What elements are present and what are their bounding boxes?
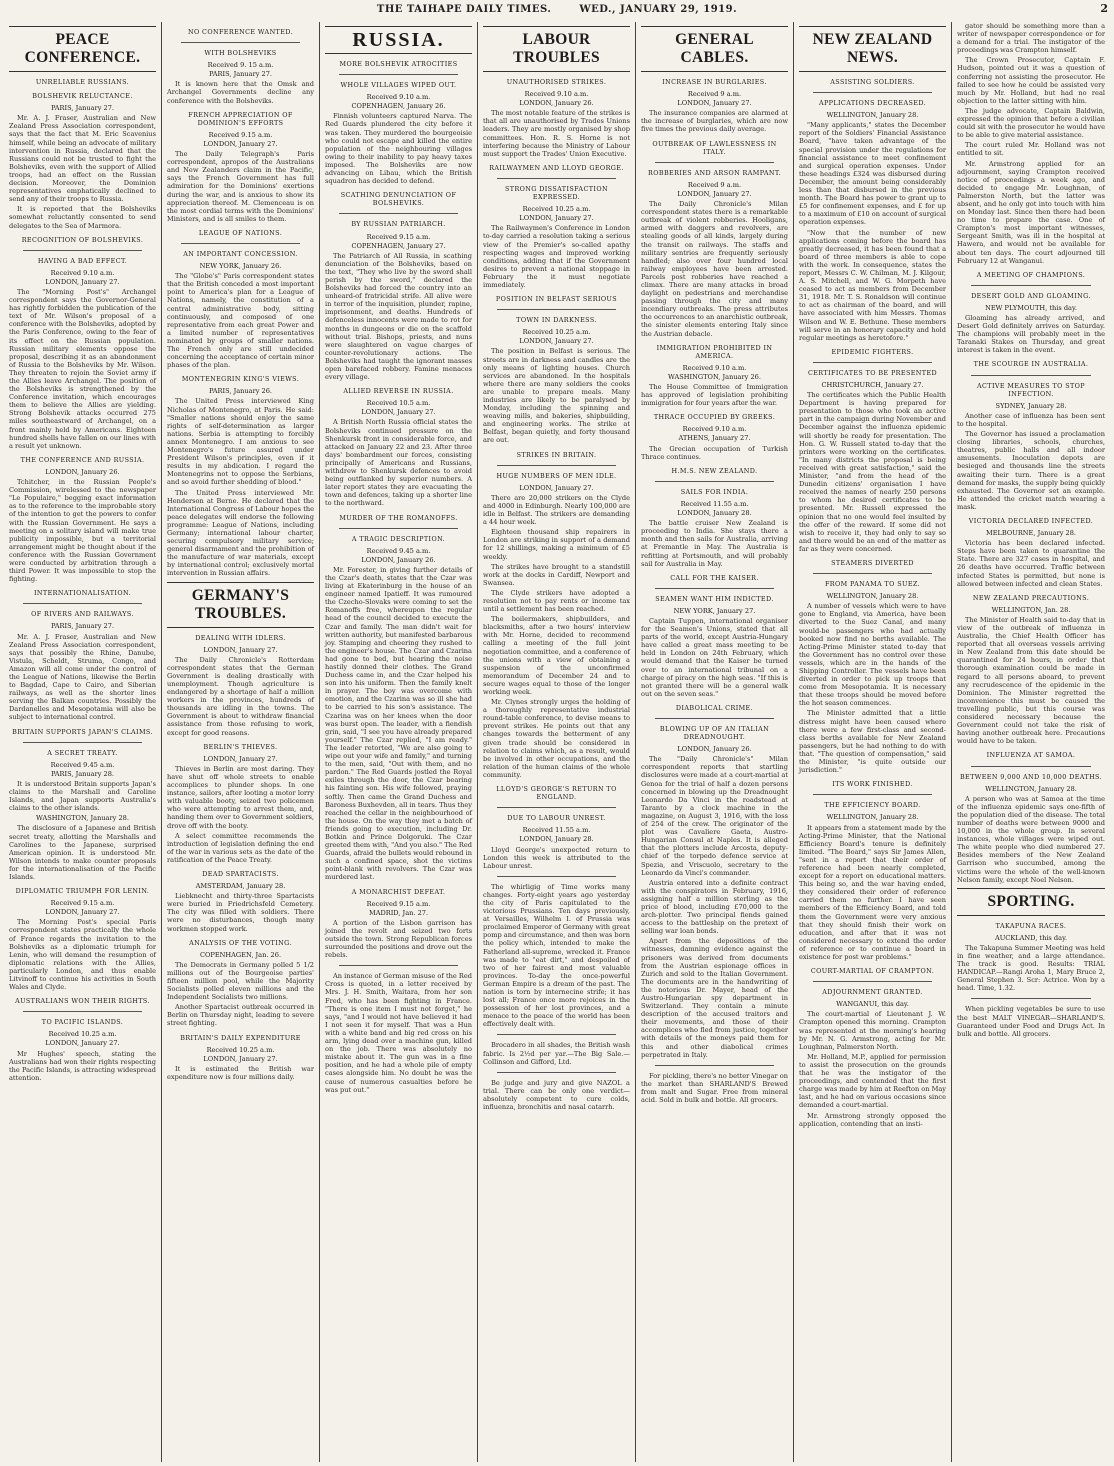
article-subhead: MORE BOLSHEVIK ATROCITIES	[339, 60, 458, 68]
dateline: CHRISTCHURCH, January 27.	[821, 381, 924, 389]
article-paragraph: The Grecian occupation of Turkish Thrace continues.	[641, 444, 788, 461]
article-paragraph: Finnish volunteers captured Narva. The Red Guards plundered the city before it was taken. They murdered the bourgeoisie who could not escape and killed the entire population of the neighbouring villages owing to their inability to pay heavy taxes imposed. The Bolsheviks are now advancing on Libau, which the British squadron has decided to defend.	[325, 112, 472, 186]
article-subhead: A MONARCHIST DEFEAT.	[351, 887, 446, 896]
dateline: NEW YORK, January 26.	[199, 262, 282, 271]
article-paragraph: A select committee recommends the introduction of legislation defining the end of the war in various sets as the date of the ratification of the Peace Treaty.	[167, 831, 314, 864]
column-rule	[497, 309, 616, 310]
received-time: Received 9 a.m.	[687, 90, 742, 99]
article-paragraph: It is estimated the British war expenditure now is four millions daily.	[167, 1064, 314, 1081]
article-paragraph: Another case of influenza has been sent to the hospital.	[957, 411, 1105, 428]
dateline: MELBOURNE, January 28.	[985, 529, 1077, 538]
article-subhead: STEAMERS DIVERTED	[831, 558, 914, 567]
dateline: WASHINGTON, January 28.	[36, 814, 129, 823]
column-rule	[813, 794, 932, 795]
dateline: LONDON, January 26.	[519, 99, 594, 108]
article-paragraph: The Morning Post's special Paris correspondent states practically the whole of France regards the invitation to the Bolsheviks as a diplomatic triumph for Lenin, who will demand the resumption of diplomatic relations with the Allies, particularly London, and thus enable Litvinoff to continue his activities in South Wales and Clyde.	[9, 918, 156, 992]
article-subhead: MONTENEGRIN KING'S VIEWS.	[181, 375, 300, 384]
dateline: WASHINGTON, January 26.	[668, 372, 761, 381]
article-heading: NEW ZEALAND NEWS.	[799, 26, 946, 72]
article-heading: RUSSIA.	[325, 26, 472, 54]
dateline: AMSTERDAM, January 28.	[195, 882, 286, 891]
article-paragraph: It is reported that the Bolsheviks somewhat reluctantly consented to send delegates to the Sea of Marmora.	[9, 205, 156, 230]
article-subhead: ACTIVE MEASURES TO STOP INFECTION.	[977, 381, 1085, 398]
article-subhead: NO CONFERENCE WANTED.	[187, 28, 294, 36]
article-subhead: THRACE OCCUPIED BY GREEKS.	[653, 413, 776, 422]
dateline: WELLINGTON, January 28.	[985, 784, 1077, 793]
article-paragraph: The position in Belfast is serious. The streets are in darkness and candles are the only means of lighting houses. Church services are abandoned. In the hospitals where there are many soldiers the cooks are unable to prepare meals. Many industries are likely to be paralysed by Monday, including the spinning and weaving mills, and bakeries, shipbuilding, and engineering works. The strike at Belfast, began quietly, and forty thousand are out.	[483, 347, 630, 445]
article-subhead: ITS WORK FINISHED.	[832, 780, 913, 789]
article-subhead: LEAGUE OF NATIONS.	[198, 228, 283, 237]
column-rule	[971, 375, 1091, 376]
dateline: LONDON, January 28.	[519, 835, 594, 844]
column-7	[952, 22, 1110, 1462]
article-subhead: A SECRET TREATY.	[47, 748, 118, 757]
received-time: Received 10.25 a.m.	[206, 1045, 275, 1054]
article-subhead: INCREASE IN BURGLARIES.	[662, 78, 767, 86]
article-subhead: DESERT GOLD AND GLOAMING.	[971, 291, 1091, 300]
dateline: NEW PLYMOUTH, this day.	[985, 303, 1077, 312]
received-time: Received 9.10 a.m.	[50, 268, 115, 277]
column-4	[478, 22, 636, 1462]
masthead	[0, 0, 1114, 18]
article-subhead: THE SCOURGE IN AUSTRALIA.	[973, 360, 1089, 369]
article-paragraph: There are 20,000 strikers on the Clyde and 4000 in Edinburgh. Nearly 100,000 are idle in Belfast. The strikers are demanding a 44 hour week.	[483, 493, 630, 527]
article-paragraph: The House Committee of Immigration has approved of legislation prohibiting immigration for four years after the war.	[641, 383, 788, 408]
article-heading: GERMANY'S TROUBLES.	[167, 582, 314, 628]
article-subhead: POSITION IN BELFAST SERIOUS	[495, 295, 618, 304]
article-paragraph: Another Spartacist outbreak occurred in Berlin on Thursday night, leading to severe street fighting.	[167, 1003, 314, 1028]
column-3	[320, 22, 478, 1462]
column-rule	[813, 573, 932, 574]
article-subhead: INTERNATIONALISATION.	[34, 589, 131, 598]
column-6	[794, 22, 952, 1462]
received-time: Received 9.15 a.m.	[208, 130, 273, 139]
received-time: Received 9.10 a.m.	[682, 425, 747, 434]
article-paragraph: The Daily Telegraph's Paris correspondent, apropos of the Australians and New Zealanders claim in the Pacific, says the French Government has full admiration for the Dominions' exertions during the war, and is anxious to show its appreciation thereof. M. Clemenceau is on the most cordial terms with the Dominions' Ministers, and is all smiles to them.	[167, 150, 314, 223]
article-subhead: HAVING A BAD EFFECT.	[37, 256, 128, 265]
article-subhead: BY RUSSIAN PATRIARCH.	[351, 220, 446, 229]
article-paragraph: A portion of the Lisbon garrison has joined the revolt and seized two forts outside the town. Strong Republican forces surrounded the positions and drove out the rebels.	[325, 918, 472, 960]
dateline: LONDON, January 27.	[519, 483, 594, 492]
dateline: LONDON, January 27.	[677, 189, 752, 198]
dateline: AUCKLAND, this day.	[994, 933, 1068, 942]
article-paragraph: Mr. Holland, M.P., applied for permission to assist the prosecution on the grounds that he was the instigator of the proceedings, and contended that the first charge was made by him at Reefton on May last, and he had on various occasions since demanded a court-martial.	[799, 1052, 947, 1110]
article-paragraph: It is known here that the Omsk and Archangel Governments decline any conference with the Bolsheviks.	[167, 80, 314, 105]
dateline: LONDON, January 27.	[519, 214, 594, 223]
article-subhead: THE CONFERENCE AND RUSSIA.	[20, 455, 145, 464]
article-subhead: DUE TO LABOUR UNREST.	[507, 814, 606, 823]
received-time: Received 9.45 a.m.	[50, 760, 115, 769]
received-time: Received 9.10 a.m.	[524, 90, 589, 99]
article-subhead: APPLICATIONS DECREASED.	[818, 99, 927, 108]
article-paragraph: It appears from a statement made by the Acting-Prime Minister, that the National Efficiency Board's tenure is definitely limited. "The Board," says Sir James Allen, "sent in a report that their order of reference had been nearly completed, except for a report on educational matters. This being so, and the war having ended, they considered their order of reference carried them no further. I have seen members of the Efficiency Board, and told them the Government were very anxious that they should finish their work on education, and after that it was not considered necessary to extend the order of reference or to continue a board in existence for post war problems."	[799, 823, 946, 961]
received-time: Received 11.55 a.m.	[522, 826, 591, 835]
column-rule	[655, 718, 774, 719]
article-paragraph: Eighteen thousand ship repairers in London are striking in support of a demand for 12 shillings, making a minimum of £5 weekly.	[483, 528, 630, 561]
column-rule	[23, 603, 142, 604]
article-subhead: TAKAPUNA RACES.	[995, 921, 1067, 930]
article-heading: LABOUR TROUBLES	[483, 26, 630, 72]
article-paragraph: A person who was at Samoa at the time of the influenza epidemic says one-fifth of the population died of the disease. The total number of deaths were between 9000 and 10,000 in the whole group. In several instances, whole villages were wiped out. The white people who died numbered 27. Besides members of the New Zealand Garrison who succumbed, among the victims were the whole of the well-known Nelson family, except Noel Nelson.	[957, 794, 1105, 884]
column-rule	[339, 528, 458, 529]
dateline: WELLINGTON, January 28.	[826, 111, 919, 120]
dateline: WELLINGTON, January 28.	[826, 813, 919, 822]
dateline: LONDON, January 27.	[45, 908, 120, 917]
dateline: PARIS, January 27.	[50, 104, 115, 113]
dateline: LONDON, January 27.	[361, 408, 436, 417]
dateline: LONDON, January 27.	[203, 1054, 278, 1063]
article-paragraph: Gloaming has already arrived, and Desert Gold definitely arrives on Saturday. The champions will probably meet in the Taranaki Stakes on Thursday, and great interest is taken in the event.	[957, 314, 1105, 355]
article-paragraph: The Crown Prosecutor, Captain F. Hudson, pointed out it was a question of conferring not assisting the prosecutor. He failed to see how he could be assisted very much by Mr. Holland, but had no real objection to the latter sitting with him.	[957, 56, 1105, 105]
article-subhead: EPIDEMIC FIGHTERS.	[831, 347, 914, 356]
article-paragraph: The boilermakers, shipbuilders, and blacksmiths, after a two hours' interview with Mr. Horne, decided to recommend calling a meeting of the full joint negotiation committee, and a conference of the unions with a view of obtaining a suspension of the unconfirmed memorandum of December 24 and to secure wages equal to those of the longer working week.	[483, 615, 630, 696]
dateline: LONDON, January 28.	[677, 509, 752, 518]
article-paragraph: The disclosure of a Japanese and British secret treaty, allotting the Marshalls and Carolines to the Japanese, surprised American opinion. It is understood Mr. Wilson intends to make counter proposals for the internationalisation of the Pacific Islands.	[9, 824, 156, 881]
column-1	[4, 22, 162, 1462]
column-rule	[497, 1072, 616, 1073]
dateline: LONDON, January 27.	[677, 99, 752, 108]
column-rule	[971, 766, 1091, 767]
article-subhead: DEAD SPARTACISTS.	[202, 869, 279, 878]
column-rule	[971, 998, 1091, 999]
article-subhead: RAILWAYMEN AND LLOYD GEORGE.	[489, 163, 624, 172]
column-2	[162, 22, 320, 1462]
article-paragraph: It is understood Britain supports Japan's claims to the Marshall and Caroline Islands, and Japan supports Australia's claims to the other islands.	[9, 779, 156, 813]
page-number: 2	[1100, 2, 1108, 15]
columns	[4, 22, 1110, 1462]
column-rule	[813, 362, 932, 363]
dateline: PARIS, January 27.	[50, 622, 115, 631]
dateline: WELLINGTON, Jan. 28.	[991, 605, 1071, 614]
article-paragraph: Victoria has been declared infected. Steps have been taken to quarantine the State. There are 327 cases in hospital, and 26 deaths have occurred. Traffic between infected States is permitted, but none is allowed between infected and clean States.	[957, 539, 1105, 588]
received-time: Received 9.15 a.m.	[366, 232, 431, 241]
article-subhead: COURT-MARTIAL OF CRAMPTON.	[810, 967, 935, 976]
article-subhead: SAILS FOR INDIA.	[680, 487, 749, 496]
article-paragraph: The most notable feature of the strikes is that all are unauthorised by Trades Unions leaders. They are mostly organised by shop committees. Hon. R. S. Horne is not interfering because the Ministry of Labour must support the Trades' Union Executive.	[483, 109, 630, 158]
article-paragraph: "Many applicants," states the December report of the Soldiers' Financial Assistance Board, "have taken advantage of the special provision under the regulations for financial assistance to meet confinement and surgical operation expenses. Under these headings £324 was disbursed during December, the amount being considerably less than that disbursed in the previous month. The Board has power to grant up to £5 for confinement expenses, and £ for up to a maximum of £10 on account of surgical operation expenses.	[799, 121, 946, 227]
column-rule	[23, 1011, 142, 1012]
article-subhead: VICTORIA DECLARED INFECTED.	[968, 516, 1094, 525]
article-paragraph: The Patriarch of All Russia, in scathing denunciation of the Bolsheviks, based on the text, "They who live by the sword shall perish by the sword," declared the Bolsheviks had forced the country into an unheard-of fratricidal strife. All alive were in terror of the inquisition, plunder, rapine, imprisonment, and deaths. Hundreds of defenceless innocents were made to rot for months in dungeons or die on the scaffold without trial. Bishops, priests, and nuns were slaughtered on vague charges of counter-revolutionary actions. The Bolsheviks had taught the ignorant masses open barefaced robbery. Famine menaces every village.	[325, 251, 472, 382]
column-rule	[655, 481, 774, 482]
dateline: MADRID, Jan. 27.	[368, 908, 429, 917]
article-paragraph: Lloyd George's unexpected return to London this week is attributed to the Labour unrest.	[483, 845, 630, 870]
article-paragraph: Captain Tuppen, international organiser for the Seamen's Unions, stated that all parts of the world, except Austria-Hungary have called a great mass meeting to be held in London on 24th February, which would demand that the Kaiser be turned over to an international tribunal on a charge of piracy on the high seas. "If this is not granted there will be a general walk out on the seven seas."	[641, 616, 788, 698]
article-heading: GENERAL CABLES.	[641, 26, 788, 72]
dateline: LONDON, January 27.	[203, 754, 278, 763]
article-subhead: A MEETING OF CHAMPIONS.	[976, 270, 1086, 279]
received-time: Received 9.15 a.m.	[366, 899, 431, 908]
dateline: COPENHAGEN, January 26.	[351, 102, 446, 111]
article-paragraph: The Minister of Health said to-day that in view of the outbreak of influenza in Australia, the Chief Health Officer has reported that all overseas vessels arriving in New Zealand from this date should be quarantined for 24 hours, in order that thorough examination could be made in regard to all persons aboard, to prevent any recrudescence of the epidemic in the Dominion. The Minister regretted the inconvenience this must be caused the travelling public, but this course was considered necessary because the Government could not take the risk of having another outbreak here. Precautions would have to be taken.	[957, 615, 1105, 746]
article-paragraph: The Railwaymen's Conference in London to-day carried a resolution taking a serious view of the Premier's so-called apathy respecting wages and improved working conditions, adding that if the Government desires to prevent a national stoppage in February the it must negotiate immediately.	[483, 224, 630, 289]
dateline: LONDON, January 26.	[677, 745, 752, 754]
column-rule	[655, 588, 774, 589]
column-rule	[655, 162, 774, 163]
article-subhead: DEALING WITH IDLERS.	[195, 633, 286, 642]
column-rule	[497, 1034, 616, 1035]
column-rule	[339, 74, 458, 75]
article-subhead: CERTIFICATES TO BE PRESENTED	[807, 368, 938, 377]
dateline: COPENHAGEN, Jan. 26.	[199, 950, 282, 959]
column-rule	[23, 742, 142, 743]
article-subhead: DIABOLICAL CRIME.	[675, 703, 754, 712]
article-paragraph: The battle cruiser New Zealand is proceeding to India. She stays there a month and then sails for Australia, arriving at Fremantle in May. The Australia is refitting at Portsmouth, and will probably sail for Australia in May.	[641, 519, 788, 568]
column-rule	[497, 807, 616, 808]
dateline: LONDON, January 27.	[203, 645, 278, 654]
dateline: PARIS, January 27.	[208, 70, 273, 79]
article-paragraph: The strikes have brought to a standstill work at the docks in Cardiff, Newport and Swansea.	[483, 562, 630, 587]
article-paragraph: The "Daily Chronicle's" Milan correspondent reports that startling disclosures were made at a court-martial at Genoa for the trial of half a dozen persons concerned in blowing up the Dreadnought Leonardo Da Vinci in the roadstead at Taranto by a clock machine in the magazine, on August 3, 1916, with the loss of 254 of the crew. The originator of the plot was Cavaliere Gaeta, Austro-Hungarian Consul at Naples. It is alleged that the plotters include Arcosta, deputy-chief of the torpedo defence service at Spezia, and Vriscuolo, secretary to the Leonardo da Vinci's commander.	[641, 755, 788, 877]
received-time: Received 9.15 a.m.	[50, 899, 115, 908]
dateline: PARIS, January 28.	[50, 769, 115, 778]
article-paragraph: The "Morning Post's" Archangel correspondent says the Governor-General has rightly forbidden the publication of the text of Mr. Wilson's proposal of a conference with the Bolsheviks, adopted by the Paris Conference, owing to the fear of its effect on the Russian population. Russian military elements oppose the proposal, describing it as an abandonment of Russia to the Bolsheviks by Mr. Wilson. They threaten to rejoin the Soviet army if the Allies leave Archangel. The position of the Bolsheviks is strengthened by the Conference invitation, which encourages them to believe the Allies are yielding. Strong Bolshevik attacks occurred 275 miles southeastward of Archangel, on a front mainly held by Americans. Eighteen hundred shells have fallen on our lines with a result yet unknown.	[9, 287, 156, 450]
article-paragraph: Tchitcher, in the Russian People's Commission, wirelessed to the newspaper "Le Populaire," begging exact information as to the reference to the improbable story of the intention to get the powers to confer with the Russian Government. He says a meeting on a solitary island will make true publicity impossible, but a territorial arrangement might be thought about if the conference with the Russian Government were conducted by arbitration through a third Power. It was impossible to stop the fighting.	[9, 478, 156, 584]
article-paragraph: The Clyde strikers have adopted a resolution not to pay rents or income tax until a settlement has been reached.	[483, 588, 630, 614]
article-paragraph: The Daily Chronicle's Milan correspondent states there is a remarkable outbreak of violent robberies. Hooligans, armed with daggers and revolvers, are stealing goods of all kinds, largely during the transit on railways. The staffs and military sentries are frequently seriously handled; also over four hundred local railway employees have been arrested. Parcels post robberies have reached a climax. There are many attacks in broad daylight on pedestrians and merchandise passing through the city and many incendiary outbreaks. The press attributes the occurrences to an anarchistic outbreak, the sinister elements entering Italy since the Austrian debacle.	[641, 200, 788, 338]
dateline: WELLINGTON, January 28.	[826, 592, 919, 601]
article-subhead: RECOGNITION OF BOLSHEVIKS.	[21, 235, 144, 244]
article-heading: PEACE CONFERENCE.	[9, 26, 156, 72]
article-paragraph: Mr. Forester, in giving further details of the Czar's death, states that the Czar was living at Ekaterinburg in the house of an engineer named Ipatieff. It was rumoured the Czecho-Slovaks were coming to set the Romanoffs free, whereupon the regular head of the council decided to execute the Czar and family. The man didn't wait for written authority, but manifested barbarous joy. Stamping and cheering they rushed to the engineer's house. The Czar and Czarina had gone to bed, but hearing the noise hastily donned their clothes. The Grand Duchess came in, and the Czar helped his son into his uniform. Then the family knelt in prayer. The boy was overcome with emotion, and the Czarina was so ill she had to be carried to his son's assistance. The Czarina was on her knees when the door was burst open. The leader, with a fiendish grin, said, "I see you have already prepared yourself." The Czar replied, "I am ready." The leader retorted, "We are also going to wipe out your wife and family," and turning to the men, said, "Out with them, and no pardon." The Red Guards jostled the Royal exiles through the door, the Czar bearing his fainting son. His wife followed, praying softly. Then came the Grand Duchess and Baroness Buxhevden, all in tears. Thus they reached the cellar in the neighbourhood of the house. On the way they met a batch of friends going to execution, including Dr. Botkin and Prince Dolgoruki. The Czar greeted them with, "And you also." The Red Guards, afraid the bullets would rebound in such a confined space, shot the victims point-blank with revolvers. The Czar was murdered last.	[325, 565, 472, 882]
article-subhead: BRITAIN'S DAILY EXPENDITURE	[180, 1033, 301, 1042]
received-time: Received 11.55 a.m.	[680, 499, 749, 508]
article-paragraph: A number of vessels which were to have gone to England, via America, have been diverted to the Suez Canal, and many would-be passengers who had actually booked now find no berths available. The Acting-Prime Minister stated to-day that the Government has no control over these vessels, which are in the hands of the Shipping Controller. The vessels have been diverted in order to pick up troops that come from Mesopotamia. It is necessary that these troops should be moved before the hot season commences.	[799, 602, 946, 708]
article-subhead: OF RIVERS AND RAILWAYS.	[31, 610, 134, 619]
article-subhead: TO PACIFIC ISLANDS.	[41, 1018, 124, 1027]
article-subhead: BOLSHEVIK RELUCTANCE.	[32, 92, 133, 101]
article-subhead: WITH BOLSHEVIKS	[204, 49, 277, 58]
dateline: LONDON, January 27.	[203, 139, 278, 148]
dateline: LONDON, January 26.	[361, 555, 436, 564]
article-subhead: ADJOURNMENT GRANTED.	[822, 988, 923, 997]
article-subhead: ALLIED REVERSE IN RUSSIA.	[343, 387, 454, 396]
article-subhead: STRIKES IN BRITAIN.	[516, 450, 597, 459]
article-paragraph: The "Globe's" Paris correspondent states that the British conceded a most important point to America's plan for a League of Nations, namely, the constitution of a central administrative body, sitting continuously, and composed of one representative from each great Power and a limited number of representatives nominated by groups of smaller nations. The French only are still undecided concerning the acceptance of certain minor phases of the plan.	[167, 272, 314, 370]
article-subhead: TOWN IN DARKNESS.	[516, 316, 597, 325]
article-paragraph: The United Press interviewed Mr. Henderson at Berne. He declared that the International Congress of Labour hopes the peace delegates will endorse the following programme: League of Nations, including Germany; international labour charter, securing compulsory military service; general disarmament and the prohibition of the manufacture of war materials, except by international control; exclusively mortal intervention in Russian affairs.	[167, 488, 314, 578]
article-paragraph: For pickling, there's no better Vinegar on the market than SHARLAND'S Brewed from malt and Sugar. Free from mineral acid. Sold in bulk and bottle. All grocers.	[641, 1071, 788, 1105]
column-rule	[813, 92, 932, 93]
received-time: Received 9.10 a.m.	[682, 363, 747, 372]
article-paragraph: Mr. Clynes strongly urges the holding of a thoroughly representative industrial round-table conference, to devise means to prevent strikes. He points out that any changes towards the betterment of any given trade should be considered in relation to claims which, as a result, would be involved in other occupations, and the relation of the human claims of the whole community.	[483, 698, 630, 779]
column-rule	[655, 1065, 774, 1066]
dateline: COPENHAGEN, January 27.	[351, 241, 446, 250]
article-subhead: NEW ZEALAND PRECAUTIONS.	[972, 593, 1090, 602]
column-rule	[181, 42, 300, 43]
article-subhead: CALL FOR THE KAISER.	[670, 573, 759, 582]
article-subhead: STRONG DISSATISFACTION EXPRESSED.	[505, 184, 608, 202]
article-paragraph: The Governor has issued a proclamation closing libraries, schools, churches, theatres, public halls and all indoor amusements. Inoculation depots are besieged and thousands line the streets awaiting their turn. There is a great demand for masks, the supply being quickly exhausted. The Governor set an example. He attended the cricket match wearing a mask.	[957, 430, 1105, 511]
article-paragraph: The whirligig of Time works many changes. Forty-eight years ago yesterday the city of Paris capitulated to the victorious Prussians. Ten days previously, at Versailles, Wilhelm I. of Prussia was proclaimed Emperor of Germany with great pomp and circumstance, and then was born the policy which, intended to make the Fatherland all-supreme, wrecked it. France was made to "eat dirt," and despoiled of two of her fairest and most valuable provinces. To-day the once-powerful German Empire is a dream of the past. The nation is torn by internecine strife; it has lost all; France once more rejoices in the possession of her lost provinces, and a menace to the peace of the world has been effectively dealt with.	[483, 882, 630, 1029]
newspaper-name: THE TAIHAPE DAILY TIMES.	[376, 3, 552, 15]
article-paragraph: Austria entered into a definite contract with the conspirators in February, 1916, assigning half a million sterling as the price of blood, including £70,000 to the arch-plotter. Two principal fiends gained access to the battleship on the pretext of selling war loan bonds.	[641, 878, 788, 936]
article-subhead: THE EFFICIENCY BOARD.	[824, 801, 921, 810]
article-subhead: AN IMPORTANT CONCESSION.	[183, 249, 298, 258]
column-rule	[339, 213, 458, 214]
dateline: NEW YORK, January 27.	[673, 606, 756, 615]
article-subhead: DIPLOMATIC TRIUMPH FOR LENIN.	[15, 887, 150, 896]
article-subhead: HUGE NUMBERS OF MEN IDLE.	[496, 471, 617, 480]
dateline: SYDNEY, January 28.	[995, 401, 1067, 410]
article-paragraph: Mr. Armstrong applied for an adjournment, saying Crampton received notice of proceedings a week ago, and decided to engage Mr. Loughnan, of Palmerston North, but the latter was absent, and he only got into touch with him on Monday last. Since then there had been no time to prepare the case. One of Crampton's most important witnesses, Sergeant Smith, was ill in the hospital at Hawera, and would not be available for about ten days. The court adjourned till February 12 at Wanganui.	[957, 159, 1105, 265]
dateline: WANGANUI, this day.	[836, 1000, 909, 1009]
article-subhead: SEAMEN WANT HIM INDICTED.	[655, 594, 774, 603]
article-paragraph: gator should be something more than a writer of newspaper correspondence or for a demand for a trial. The instigator of the proceedings was Crampton himself.	[957, 22, 1105, 55]
article-paragraph: The insurance companies are alarmed at the increase of burglaries, which are now five times the previous daily average.	[641, 109, 788, 134]
article-paragraph: The court-martial of Lieutenant J. W. Crampton opened this morning. Crampton was represented at the morning's hearing by Mr. N. G. Armstrong, acting for Mr. Loughnan, Palmerston North.	[799, 1010, 946, 1051]
article-paragraph: "Now that the number of new applications coming before the board has greatly decreased, it has been found that a board of three members is able to cope with the work. In consequence, states the report, Messrs C. W. Chilman, M. J. Kilgour, A. S. Mitchell, and W. G. Morpeth have ceased to act as members from December 31, 1918. Mr. T. S. Ronaldson will continue to act as chairman of the board, and will have associated with him Messrs. Thomas Wilson and W. E. Bethune. These members will serve in an honorary capacity and hold regular meetings as heretofore."	[799, 228, 946, 342]
article-paragraph: Be judge and jury and give NAZOL a trial. There can be only one verdict—absolutely competent to cure colds, influenza, bronchitis and nasal catarrh.	[483, 1078, 630, 1112]
issue-date: WED., JANUARY 29, 1919.	[579, 3, 738, 15]
received-time: Received 9 a.m.	[687, 180, 742, 189]
article-subhead: BRITAIN SUPPORTS JAPAN'S CLAIMS.	[12, 727, 153, 736]
article-subhead: LLOYD'S GEORGE'S RETURN TO ENGLAND.	[496, 785, 617, 802]
column-rule	[497, 876, 616, 877]
article-subhead: MURDER OF THE ROMANOFFS.	[339, 513, 458, 522]
article-paragraph: When pickling vegetables be sure to use the best MALT VINEGAR—SHARLAND'S. Guaranteed under Food and Drugs Act. In bulk and bottle. All grocers.	[957, 1005, 1105, 1038]
article-paragraph: Mr Hughes' speech, stating the Australians had won their rights respecting the Pacific Islands, is attracting widespread attention.	[9, 1049, 156, 1082]
article-paragraph: Mr. A. J. Fraser, Australian and New Zealand Press Association correspondent, says that possibly the Rhine, Danube, Vistula, Scheldt, Struma, Congo, and Amazon will all come under the control of the League of Nations, likewise the Berlin to Bagdad, Cape to Cairo, and Siberian railways, as well as the shorter lines serving the Balkan countries. Possibly the Dardanelles and Mesopotamia will also be subject to international control.	[9, 632, 156, 722]
dateline: LONDON, January 26.	[45, 467, 120, 476]
column-5	[636, 22, 794, 1462]
article-paragraph: Liebknecht and thirty-three Spartacists were buried in Friedrichsfeld Cemetery. The city was filled with soldiers. There were no disturbances, though many workmen stopped work.	[167, 892, 314, 933]
article-subhead: SCATHING DENUNCIATION OF BOLSHEVIKS.	[340, 191, 457, 208]
article-paragraph: The Minister admitted that a little distress might have been caused where there were a few first-class and second-class berths available for New Zealand passengers, but he had nothing to do with that. "The question of compensation," said the Minister, "is quite outside our jurisdiction."	[799, 709, 946, 775]
received-time: Received 10.25 a.m.	[48, 1030, 117, 1039]
article-subhead: FROM PANAMA TO SUEZ.	[824, 580, 921, 589]
dateline: LONDON, January 27.	[519, 337, 594, 346]
article-paragraph: The United Press interviewed King Nicholas of Montenegro, at Paris. He said: "Smaller nations should enjoy the same rights of self-determination as larger nations. Serbia is attempting to forcibly annex Montenegro. I am anxious to see Montenegro's future assured under President Wilson's principles, even if it results in my abdication. I regard the Montenegrins not to oppose the Serbians, and so avoid further shedding of blood."	[167, 397, 314, 487]
article-subhead: WHOLE VILLAGES WIPED OUT.	[340, 81, 457, 90]
article-subhead: A TRAGIC DESCRIPTION.	[351, 534, 446, 543]
article-paragraph: Mr. A. J. Fraser, Australian and New Zealand Press Association correspondent, says that the fact that M. Eric Scavenius himself, while being an advocate of military intervention in Russia, declared that the Russians could not be trusted to fight the Bolsheviks, even with the support of Allied troops, had an effect on the Russian decision. Moreover, the Dominion representatives emphatically declined to send any of their troops to Russia.	[9, 114, 156, 204]
article-subhead: ROBBERIES AND ARSON RAMPANT.	[648, 168, 781, 177]
received-time: Received 10.5 a.m.	[366, 399, 431, 408]
article-paragraph: The certificates which the Public Health Department is having prepared for presentation to those who took an active part in the campaign during November and December against the influenza epidemic will shortly be ready for presentation. The Hon. G. W. Russell stated to-day that the printers were working on the certificates. "In many districts the proposal is being received with great satisfaction," said the Minister, "and from the head of the Dunedin citizens' organisation I have received the names of nearly 250 persons to whom he desired certificates to be presented. Mr. Russell expressed the opinion that no one would feel insulted by the offer of the reward. If some did not wish to receive it, they had only to say so and there would be an end of the matter as far as they were concerned.	[799, 391, 946, 553]
article-subhead: OUTBREAK OF LAWLESSNESS IN ITALY.	[652, 139, 777, 156]
column-rule	[497, 465, 616, 466]
article-subhead: UNRELIABLE RUSSIANS.	[35, 78, 130, 86]
article-paragraph: The Daily Chronicle's Rotterdam correspondent states that the German Government is dealing drastically with unemployment. Though agriculture is endangered by a shortage of half a million workers in the provinces, hundreds of thousands are idling in the towns. The Government is about to withdraw financial assistance from those refusing to work, except for good reasons.	[167, 655, 314, 737]
dateline: LONDON, January 27.	[45, 1039, 120, 1048]
received-time: Received 10.25 a.m.	[522, 205, 591, 214]
article-heading: SPORTING.	[957, 888, 1105, 916]
article-paragraph: Mr. Armstrong strongly opposed the application, contending that an insti-	[799, 1111, 946, 1128]
dateline: PARIS, January 26.	[208, 387, 273, 396]
column-rule	[813, 981, 932, 982]
received-time: Received 9.10 a.m.	[366, 93, 431, 102]
article-subhead: ANALYSIS OF THE VOTING.	[189, 938, 292, 947]
column-rule	[23, 250, 142, 251]
received-time: Received 9. 15 a.m.	[207, 61, 274, 70]
column-rule	[181, 243, 300, 244]
article-subhead: ASSISTING SOLDIERS.	[830, 78, 915, 86]
article-paragraph: Brocadero in all shades, the British wash fabric. Is 2½d per yar.—The Big Sale.—Collinson and Gifford, Ltd.	[483, 1041, 630, 1066]
article-subhead: BLOWING UP OF AN ITALIAN DREADNOUGHT.	[659, 725, 770, 742]
column-rule	[971, 285, 1091, 286]
article-subhead: INFLUENZA AT SAMOA.	[986, 751, 1076, 760]
article-subhead: IMMIGRATION PROHIBITED IN AMERICA.	[656, 343, 773, 360]
article-subhead: UNAUTHORISED STRIKES.	[506, 78, 607, 86]
article-paragraph: The court ruled Mr. Holland was not entitled to sit.	[957, 141, 1105, 158]
column-rule	[339, 965, 458, 966]
article-paragraph: Apart from the depositions of the witnesses, damning evidence against the prisoners was derived from documents from the Austrian espionage offices in Zurich and sold to the Italian Government. The documents are in the handwriting of the notorious Dr. Mayer, head of the Austro-Hungarian spy department in Switzerland. They contain a minute description of the accused traitors and their movements, and those of their accomplices who fled from justice, together with details of the moneys paid them for this and other diabolical crimes perpetrated in Italy.	[641, 937, 788, 1059]
article-paragraph: The judge advocate, Captain Baldwin, expressed the opinion that before a civilian could sit with the prosecutor he would have to be able to give material assistance.	[957, 106, 1105, 140]
article-paragraph: The Democrats in Germany polled 5 1/2 millions out of the Bourgeoise parties' fifteen million pool, while the Majority Socialists polled eleven millions and the Independent Socialists two millions.	[167, 960, 314, 1002]
article-paragraph: A British North Russia official states the Bolsheviks continued pressure on the Shenkursk front in considerable force, and attacked on January 22 and 23. After three days' bombardment our forces, consisting principally of Americans and Russians, withdrew to Shenkursk defences to avoid being outflanked by superior numbers. A later report states they are evacuating the town and defences, taking up a shorter line to the northward.	[325, 418, 472, 508]
column-rule	[497, 178, 616, 179]
received-time: Received 10.25 a.m.	[522, 328, 591, 337]
article-paragraph: An instance of German misuse of the Red Cross is quoted, in a letter received by Mrs. J. H. Smith, Waitara, from her son Fred, who has been fighting in France. "There is one item I must not forget," he says, "and I would not have believed it had I not seen it for myself. That was a Hun with a white band and big red cross on his arm, lying dead over a machine gun, killed on the job. There was absolutely no mistake about it. The gun was in a fine position, and he had a whole pile of empty cases alongside him. No doubt he was the cause of numerous casualties before he was put out."	[325, 972, 472, 1094]
article-subhead: H.M.S. NEW ZEALAND.	[671, 466, 758, 475]
article-subhead: FRENCH APPRECIATION OF DOMINION'S EFFORTS	[188, 110, 293, 127]
article-subhead: AUSTRALIANS WON THEIR RIGHTS.	[15, 997, 150, 1006]
article-subhead: BERLIN'S THIEVES.	[203, 742, 278, 751]
dateline: LONDON, January 27.	[45, 277, 120, 286]
article-paragraph: Thieves in Berlin are most daring. They have shut off whole streets to enable accomplices to plunder shops. In one instance, sailors, after looting a motor lorry with valuable booty, seized two policemen who were attempting to arrest them, and, handing them over to Government soldiers, drove off with the booty.	[167, 764, 314, 830]
received-time: Received 9.45 a.m.	[366, 546, 431, 555]
article-paragraph: The Takapuna Summer Meeting was held in fine weather, and a large attendance. The track is good. Results: TRIAL HANDICAP.—Rangi Aroha 1, Mary Bruce 2, General Stephen 3. Scr: Actrice. Won by a head. Time, 1.32.	[957, 943, 1105, 993]
article-subhead: BETWEEN 9,000 AND 10,000 DEATHS.	[959, 772, 1103, 781]
dateline: ATHENS, January 27.	[678, 434, 751, 443]
